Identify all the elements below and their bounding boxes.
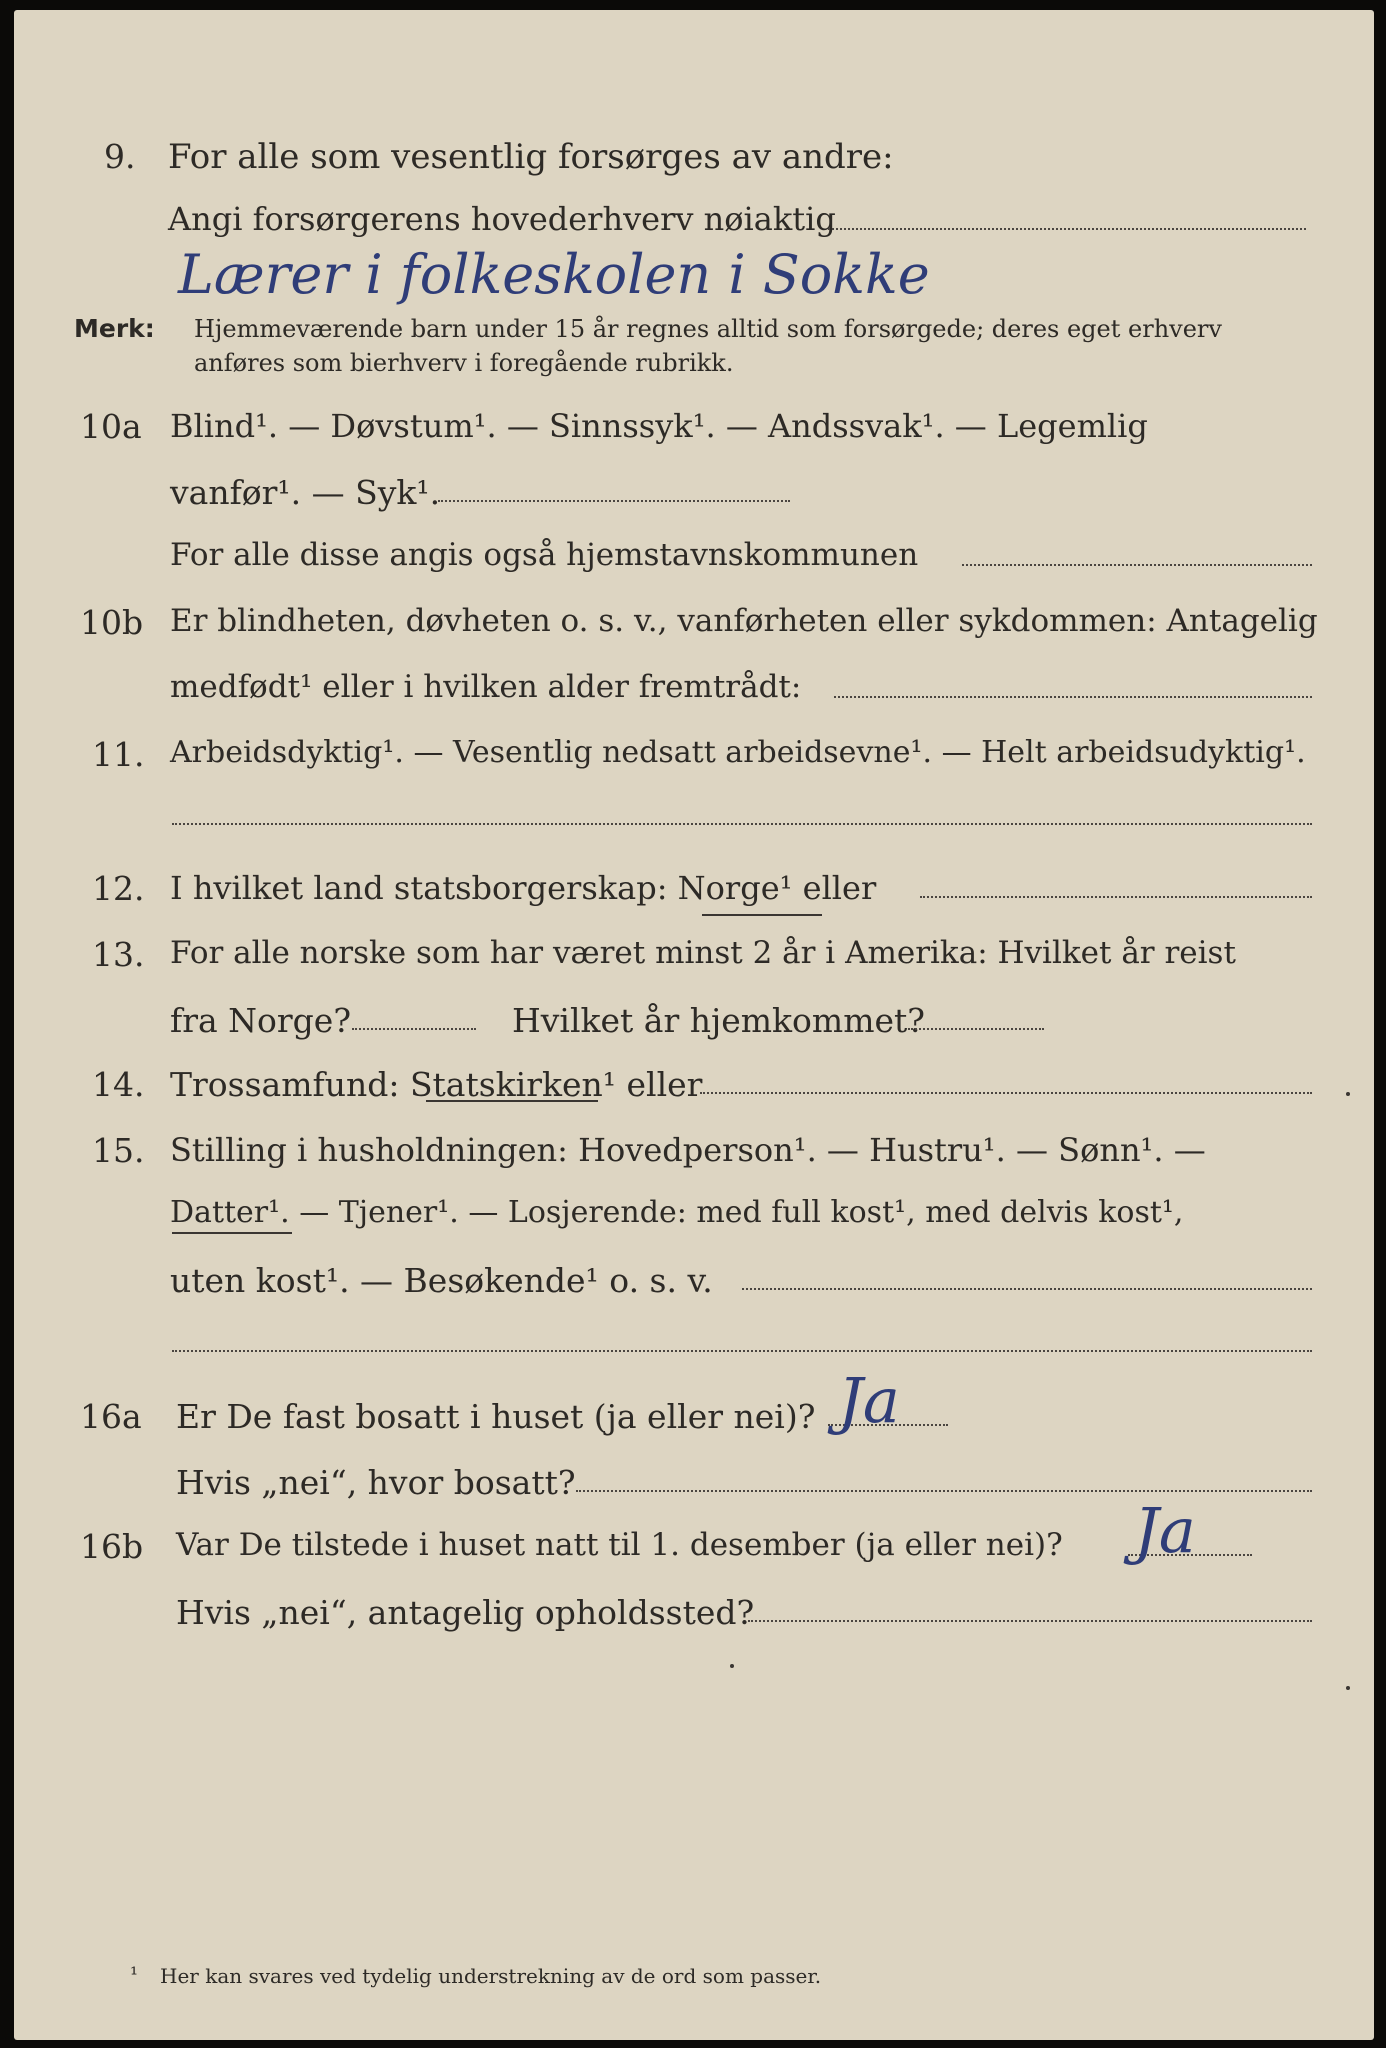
q16a-handwritten-answer: Ja xyxy=(838,1364,900,1437)
q13-text-line2b: Hvilket år hjemkommet? xyxy=(512,1001,925,1040)
q12-number: 12. xyxy=(92,869,145,908)
q10b-number: 10b xyxy=(80,603,144,642)
q10b-answer-line xyxy=(834,696,1312,698)
q14-text-line1: Trossamfund: Statskirken¹ eller xyxy=(170,1065,703,1104)
q10a-number: 10a xyxy=(80,407,142,446)
q15-datter-underline xyxy=(172,1232,292,1234)
q14-statskirken-underline xyxy=(426,1100,598,1102)
q15-answer-line xyxy=(742,1288,1312,1290)
q12-norge-underline xyxy=(702,914,822,916)
q14-number: 14. xyxy=(92,1065,145,1104)
q12-answer-line xyxy=(920,896,1312,898)
q10a-hjemstavn-line xyxy=(962,564,1312,566)
ink-speck xyxy=(1346,1686,1350,1690)
q16b-handwritten-answer: Ja xyxy=(1134,1494,1196,1567)
q16b-opholdssted-line xyxy=(748,1620,1312,1622)
q9-number: 9. xyxy=(104,137,136,176)
q13-text-line2a: fra Norge? xyxy=(170,1001,352,1040)
q9-text-line1: For alle som vesentlig forsørges av andre: xyxy=(168,137,894,177)
q16a-text-line2: Hvis „nei“, hvor bosatt? xyxy=(176,1463,576,1502)
ink-speck xyxy=(730,1664,734,1668)
q16a-number: 16a xyxy=(80,1397,142,1436)
q13-reist-line xyxy=(352,1028,476,1030)
q15-text-line2: Datter¹. — Tjener¹. — Losjerende: med full kost¹, med delvis kost¹, xyxy=(170,1195,1184,1230)
q15-extra-line xyxy=(172,1350,1312,1352)
merk-text-line2: anføres som bierhverv i foregående rubrikk. xyxy=(194,349,734,377)
merk-text-line1: Hjemmeværende barn under 15 år regnes alltid som forsørgede; deres eget erhverv xyxy=(194,315,1222,343)
q10a-text-line3: For alle disse angis også hjemstavnskommunen xyxy=(170,537,919,573)
q9-text-line2: Angi forsørgerens hovederhverv nøiaktig xyxy=(168,200,836,238)
q15-text-line3: uten kost¹. — Besøkende¹ o. s. v. xyxy=(170,1261,713,1300)
q13-hjemkommet-line xyxy=(908,1028,1044,1030)
q12-text-line1: I hvilket land statsborgerskap: Norge¹ eller xyxy=(170,869,877,907)
q11-text-line1: Arbeidsdyktig¹. — Vesentlig nedsatt arbeidsevne¹. — Helt arbeidsudyktig¹. xyxy=(170,735,1306,770)
footnote-mark: ¹ xyxy=(130,1962,139,1986)
q16a-text-line1: Er De fast bosatt i huset (ja eller nei)? xyxy=(176,1397,816,1436)
merk-label: Merk: xyxy=(74,314,155,343)
q10a-text-line2: vanfør¹. — Syk¹. xyxy=(170,473,441,512)
q11-number: 11. xyxy=(92,735,145,774)
q11-answer-line xyxy=(172,823,1312,825)
q13-text-line1: For alle norske som har været minst 2 år i Amerika: Hvilket år reist xyxy=(170,935,1236,971)
q10b-text-line1: Er blindheten, døvheten o. s. v., vanførheten eller sykdommen: Antagelig xyxy=(170,603,1318,639)
q9-handwritten-answer: Lærer i folkeskolen i Sokke xyxy=(178,243,930,306)
q13-number: 13. xyxy=(92,935,145,974)
q16b-text-line2: Hvis „nei“, antagelig opholdssted? xyxy=(176,1593,755,1632)
q16b-number: 16b xyxy=(80,1527,144,1566)
q15-text-line1: Stilling i husholdningen: Hovedperson¹. — Hustru¹. — Sønn¹. — xyxy=(170,1131,1206,1169)
footnote-text: Her kan svares ved tydelig understrekning av de ord som passer. xyxy=(160,1964,822,1988)
ink-speck xyxy=(1346,1092,1350,1096)
q10b-text-line2: medfødt¹ eller i hvilken alder fremtrådt: xyxy=(170,669,802,705)
q10a-text-line1: Blind¹. — Døvstum¹. — Sinnssyk¹. — Andssvak¹. — Legemlig xyxy=(170,407,1148,445)
q16a-bosatt-line xyxy=(576,1490,1312,1492)
q14-answer-line xyxy=(700,1092,1312,1094)
q10a-answer-line xyxy=(438,500,790,502)
q16b-text-line1: Var De tilstede i huset natt til 1. desember (ja eller nei)? xyxy=(176,1527,1063,1563)
q15-number: 15. xyxy=(92,1131,145,1170)
q9-answer-line1 xyxy=(828,228,1306,230)
